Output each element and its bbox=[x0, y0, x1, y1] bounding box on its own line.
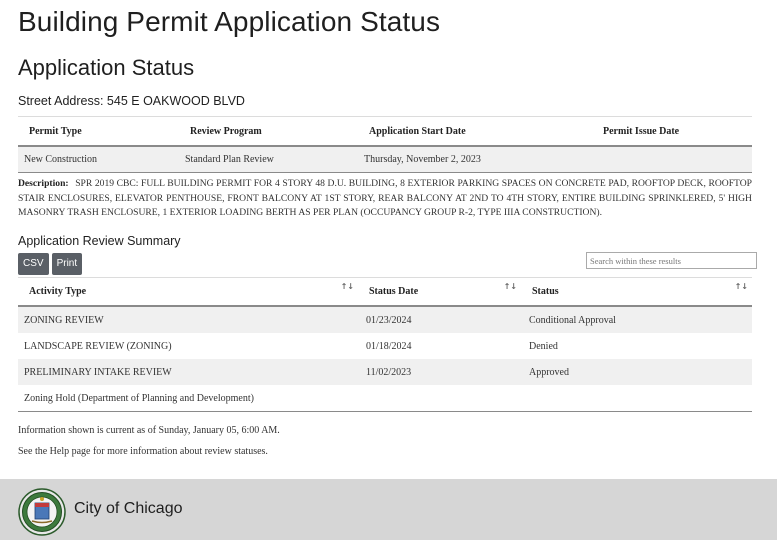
activity-type-cell: Zoning Hold (Department of Planning and Development) bbox=[18, 385, 358, 412]
export-buttons bbox=[18, 253, 82, 275]
status-date-cell: 01/18/2024 bbox=[366, 340, 412, 352]
activity-type-header[interactable] bbox=[18, 278, 358, 307]
status-date-cell: 01/23/2024 bbox=[358, 306, 521, 333]
status-cell: Denied bbox=[529, 340, 558, 352]
status-cell: Conditional Approval bbox=[521, 306, 752, 333]
street-address: Street Address: 545 E OAKWOOD BLVD bbox=[18, 94, 245, 108]
permit-header-row bbox=[18, 117, 752, 147]
status-date-cell: 11/02/2023 bbox=[358, 359, 521, 385]
status-date-header-label: Status Date bbox=[369, 286, 419, 297]
sort-icon[interactable]: ↑↓ bbox=[734, 282, 748, 291]
table-row bbox=[18, 306, 752, 333]
search-input[interactable] bbox=[586, 252, 757, 269]
print-button[interactable]: Print bbox=[52, 253, 83, 275]
sort-icon[interactable]: ↑↓ bbox=[503, 282, 517, 291]
help-note: See the Help page for more information about review statuses. bbox=[18, 446, 268, 457]
table-row bbox=[18, 385, 752, 412]
data-currency-note: Information shown is current as of Sunday, January 05, 6:00 AM. bbox=[18, 425, 280, 436]
city-name[interactable]: City of Chicago bbox=[74, 500, 183, 517]
page-title: Building Permit Application Status bbox=[18, 6, 441, 37]
description-label: Description: bbox=[18, 178, 69, 189]
table-row bbox=[18, 359, 752, 385]
status-date-header[interactable] bbox=[358, 278, 521, 307]
permit-description bbox=[18, 177, 752, 221]
table-row bbox=[18, 333, 752, 359]
status-date-cell bbox=[358, 385, 521, 412]
description-text: SPR 2019 CBC: FULL BUILDING PERMIT FOR 4 STORY 48 D.U. BUILDING, 8 EXTERIOR PARKING SPACES ON CONCRETE PAD, ROOFTOP DECK, ROOFTOP STAIR ENCLOSURES, ELEVATOR PENTHOUSE, FRONT BALCONY AT 1ST STORY, REAR BALCONY AT 2ND TO 4TH STORY, ENTIRE BUILDING SPRINKLERED, 5' HIGH MASONRY TRASH ENCLOSURE, 1 EXTERIOR LOADING BERTH AS PER PLAN (OCCUPANCY GROUP R-2, TYPE IIIA CONSTRUCTION). bbox=[18, 178, 752, 219]
application-start-date-header: Application Start Date bbox=[358, 117, 592, 147]
permit-type-header: Permit Type bbox=[18, 117, 179, 147]
csv-button[interactable]: CSV bbox=[18, 253, 49, 275]
activity-type-cell: ZONING REVIEW bbox=[18, 306, 358, 333]
review-program-cell: Standard Plan Review bbox=[179, 146, 358, 173]
footer bbox=[0, 479, 777, 540]
city-seal-icon[interactable] bbox=[18, 488, 66, 536]
section-title: Application Status bbox=[18, 55, 195, 80]
review-program-header: Review Program bbox=[179, 117, 358, 147]
activity-type-cell: PRELIMINARY INTAKE REVIEW bbox=[18, 359, 358, 385]
review-summary-title: Application Review Summary bbox=[18, 234, 181, 248]
permit-table bbox=[18, 116, 752, 173]
status-cell bbox=[521, 385, 752, 412]
status-header[interactable] bbox=[521, 278, 752, 307]
activity-type-cell: LANDSCAPE REVIEW (ZONING) bbox=[24, 340, 172, 352]
status-cell: Approved bbox=[521, 359, 752, 385]
review-table bbox=[18, 277, 752, 412]
permit-type-cell: New Construction bbox=[18, 146, 179, 173]
permit-issue-date-header: Permit Issue Date bbox=[592, 117, 752, 147]
activity-type-header-label: Activity Type bbox=[29, 286, 87, 297]
status-header-label: Status bbox=[532, 286, 559, 297]
sort-icon[interactable]: ↑↓ bbox=[340, 282, 354, 291]
application-start-date-cell: Thursday, November 2, 2023 bbox=[358, 146, 592, 173]
permit-row bbox=[18, 146, 752, 173]
permit-issue-date-cell bbox=[592, 146, 752, 173]
review-header-row bbox=[18, 278, 752, 307]
